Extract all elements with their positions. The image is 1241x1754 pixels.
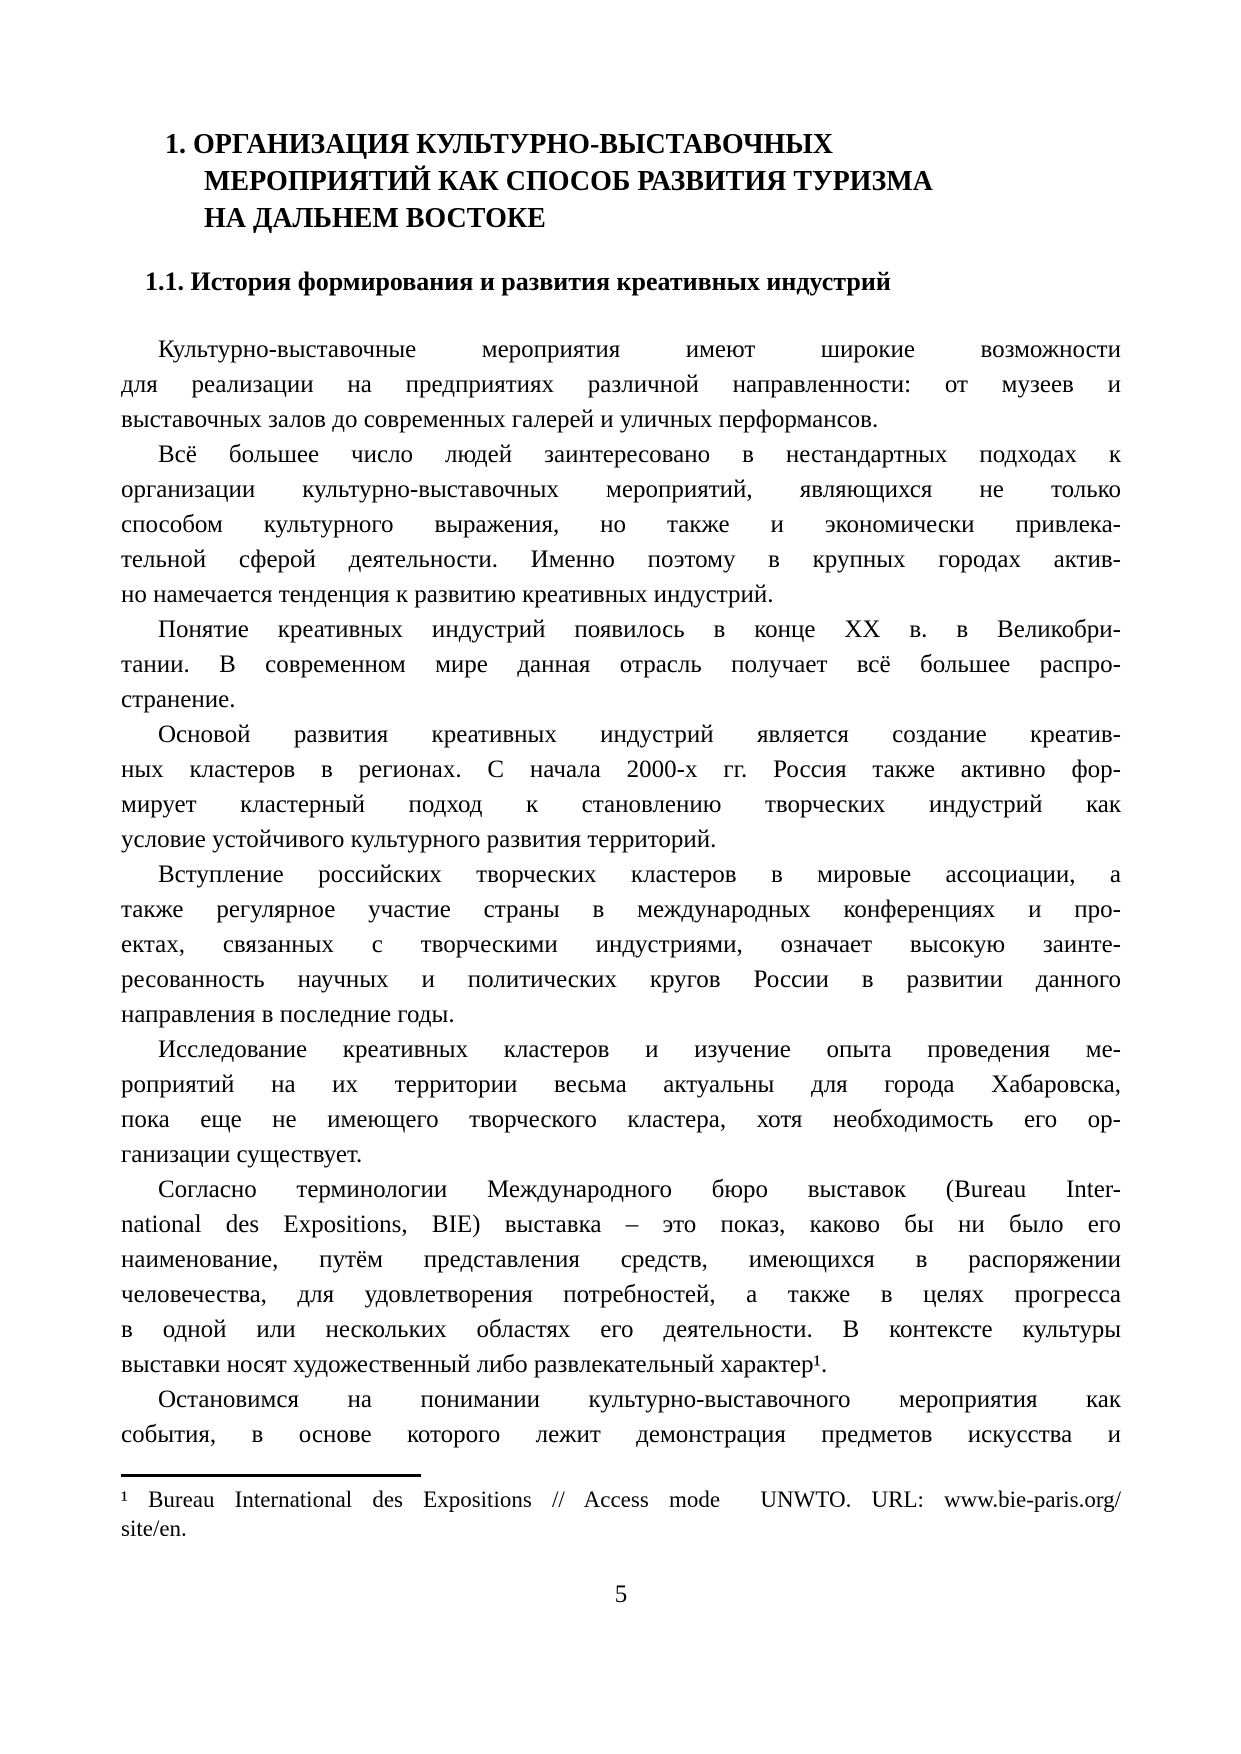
- text-line: человечества, для удовлетворения потребностей, а также в целях прогресса: [121, 1281, 1121, 1308]
- text-line: site/en.: [121, 1516, 187, 1541]
- text-line: в одной или нескольких областях его деятельности. В контексте культуры: [121, 1316, 1121, 1343]
- paragraph: [121, 437, 1121, 612]
- paragraph: [121, 857, 1121, 1032]
- footnote: [121, 1485, 1121, 1543]
- paragraph: [121, 1172, 1121, 1382]
- text-line: события, в основе которого лежит демонстрация предметов искусства и: [121, 1421, 1121, 1448]
- text-line: направления в последние годы.: [121, 1001, 455, 1028]
- text-line: пока еще не имеющего творческого кластера, хотя необходимость его ор-: [121, 1106, 1121, 1133]
- text-line: но намечается тенденция к развитию креативных индустрий.: [121, 581, 774, 608]
- text-line: ¹ Bureau International des Expositions // Access mode UNWTO. URL: www.bie-paris.org/: [121, 1487, 1121, 1512]
- text-line: тельной сферой деятельности. Именно поэтому в крупных городах актив-: [121, 546, 1121, 573]
- text-line: МЕРОПРИЯТИЙ КАК СПОСОБ РАЗВИТИЯ ТУРИЗМА: [204, 166, 933, 197]
- text-line: Остановимся на понимании культурно-выставочного мероприятия как: [158, 1386, 1121, 1413]
- text-line: Всё большее число людей заинтересовано в нестандартных подходах к: [158, 441, 1121, 468]
- text-line: мирует кластерный подход к становлению творческих индустрий как: [121, 791, 1121, 818]
- text-line: также регулярное участие страны в международных конференциях и про-: [121, 896, 1121, 923]
- text-line: тании. В современном мире данная отрасль получает всё большее распро-: [121, 651, 1121, 678]
- text-line: ных кластеров в регионах. С начала 2000-х гг. Россия также активно фор-: [121, 756, 1121, 783]
- paragraph: [121, 332, 1121, 437]
- text-line: ектах, связанных с творческими индустриями, означает высокую заинте-: [121, 931, 1121, 958]
- text-line: national des Expositions, BIE) выставка – это показ, каково бы ни было его: [121, 1211, 1121, 1238]
- text-line: условие устойчивого культурного развития территорий.: [121, 826, 717, 853]
- text-line: выставочных залов до современных галерей и уличных перформансов.: [121, 406, 879, 433]
- paragraph: [121, 612, 1121, 717]
- body-text: [121, 332, 1121, 1452]
- text-line: Исследование креативных кластеров и изучение опыта проведения ме-: [158, 1036, 1121, 1063]
- text-line: ресованность научных и политических кругов России в развитии данного: [121, 966, 1121, 993]
- paragraph: [121, 717, 1121, 857]
- text-column: [121, 0, 1121, 1609]
- text-line: выставки носят художественный либо развлекательный характер¹.: [121, 1351, 828, 1378]
- text-line: ганизации существует.: [121, 1141, 363, 1168]
- text-line: организации культурно-выставочных мероприятий, являющихся не только: [121, 476, 1121, 503]
- text-line: странение.: [121, 686, 236, 713]
- page-number: 5: [614, 1581, 628, 1608]
- text-line: 1. ОРГАНИЗАЦИЯ КУЛЬТУРНО-ВЫСТАВОЧНЫХ: [165, 129, 833, 160]
- text-line: роприятий на их территории весьма актуальны для города Хабаровска,: [121, 1071, 1121, 1098]
- text-line: Вступление российских творческих кластеров в мировые ассоциации, а: [158, 861, 1121, 888]
- chapter-heading: [165, 126, 1121, 237]
- text-line: наименование, путём представления средств, имеющихся в распоряжении: [121, 1246, 1121, 1273]
- text-line: для реализации на предприятиях различной направленности: от музеев и: [121, 371, 1121, 398]
- paragraph: [121, 1382, 1121, 1452]
- text-line: Согласно терминологии Международного бюро выставок (Bureau Inter-: [158, 1176, 1121, 1203]
- text-line: Понятие креативных индустрий появилось в конце XX в. в Великобри-: [158, 616, 1121, 643]
- paragraph: [121, 1032, 1121, 1172]
- text-line: Основой развития креативных индустрий является создание креатив-: [158, 721, 1121, 748]
- text-line: Культурно-выставочные мероприятия имеют широкие возможности: [158, 336, 1121, 363]
- footnote-separator: [121, 1474, 421, 1477]
- text-line: НА ДАЛЬНЕМ ВОСТОКЕ: [204, 203, 546, 234]
- text-line: способом культурного выражения, но также и экономически привлека-: [121, 511, 1121, 538]
- section-heading: 1.1. История формирования и развития креативных индустрий: [145, 267, 891, 296]
